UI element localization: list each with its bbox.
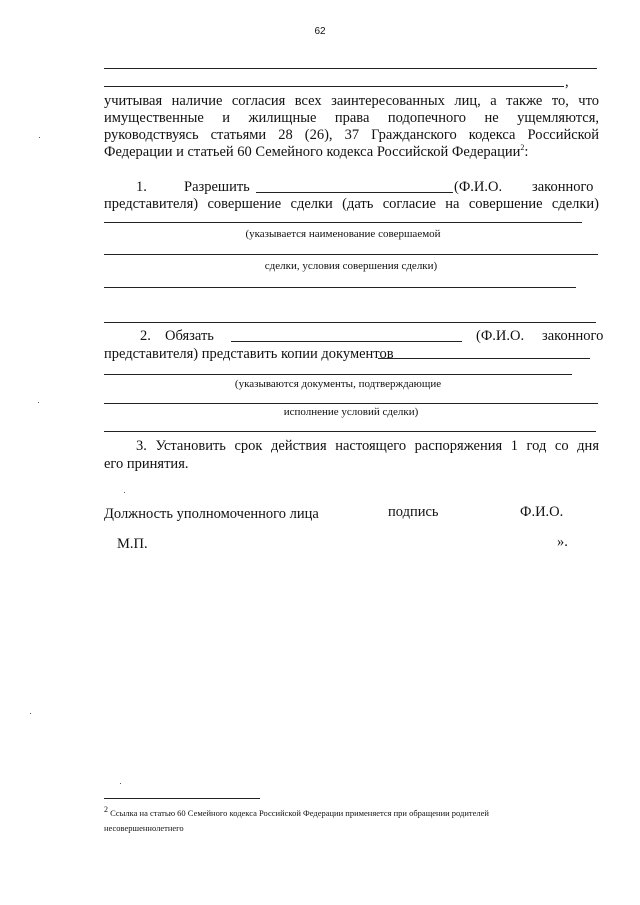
footnote-reference: 2: [520, 143, 525, 153]
item2-docs-blank: [378, 358, 590, 359]
page-number: 62: [314, 26, 326, 37]
footnote-text-1: [104, 807, 489, 819]
signature-sign: подпись: [388, 504, 439, 520]
item2-name-blank: [231, 341, 462, 342]
item1-line-2: представителя) совершение сделки (дать согласие на совершение сделки): [104, 196, 599, 212]
item1-blank-line-1: [104, 222, 582, 223]
item1-verb: Разрешить: [184, 179, 250, 195]
item1-number: 1.: [136, 179, 147, 195]
item1-blank-line-3: [104, 287, 576, 288]
blank-line: [104, 68, 597, 69]
footnote-line-1: Ссылка на статью 60 Семейного кодекса Российской Федерации применяется при обращении родителей: [110, 808, 489, 818]
item3-line-2: его принятия.: [104, 456, 189, 472]
item2-fio: (Ф.И.О.: [476, 328, 525, 344]
closing-quote: ».: [557, 534, 568, 550]
intro-line-4-text: Федерации и статьей 60 Семейного кодекса Российской Федерации: [104, 144, 521, 160]
stamp-label: М.П.: [117, 536, 148, 552]
scan-speck: [30, 713, 31, 714]
blank-line: [104, 86, 564, 87]
item1-hint-1: (указывается наименование совершаемой: [245, 228, 441, 240]
scan-speck: [39, 137, 40, 138]
footnote-marker: 2: [104, 805, 108, 815]
item2-top-line: [104, 322, 596, 323]
item2-line-2: представителя) представить копии документов: [104, 346, 394, 362]
item1-name-blank: [256, 192, 453, 193]
item2-blank-line-2: [104, 403, 598, 404]
signature-position: Должность уполномоченного лица: [104, 506, 319, 522]
item2-blank-line-1: [104, 374, 572, 375]
intro-colon: :: [524, 144, 529, 160]
footnote-separator: [104, 798, 260, 799]
item1-hint-2: сделки, условия совершения сделки): [264, 260, 438, 272]
intro-line-4: [104, 143, 528, 161]
item2-hint-2: исполнение условий сделки): [283, 406, 419, 418]
scan-speck: [38, 402, 39, 403]
intro-line-3: руководствуясь статьями 28 (26), 37 Гражданского кодекса Российской: [104, 127, 599, 143]
item1-blank-line-2: [104, 254, 598, 255]
signature-fio: Ф.И.О.: [520, 504, 564, 520]
scan-speck: [120, 783, 121, 784]
item2-number: 2.: [140, 328, 151, 344]
item3-line-1: 3. Установить срок действия настоящего распоряжения 1 год со дня: [136, 438, 599, 454]
item2-blank-line-3: [104, 431, 596, 432]
intro-line-2: имущественные и жилищные права подопечного не ущемляются,: [104, 110, 599, 126]
trailing-comma: ,: [565, 74, 569, 90]
footnote-line-2: несовершеннолетнего: [104, 823, 184, 833]
item2-verb: Обязать: [165, 328, 214, 344]
item2-legal: законного: [542, 328, 604, 344]
scan-speck: [124, 492, 125, 493]
item1-fio: (Ф.И.О.: [454, 179, 503, 195]
item2-hint-1: (указываются документы, подтверждающие: [234, 378, 442, 390]
item1-legal: законного: [532, 179, 594, 195]
intro-line-1: учитывая наличие согласия всех заинтересованных лиц, а также то, что: [104, 93, 599, 109]
